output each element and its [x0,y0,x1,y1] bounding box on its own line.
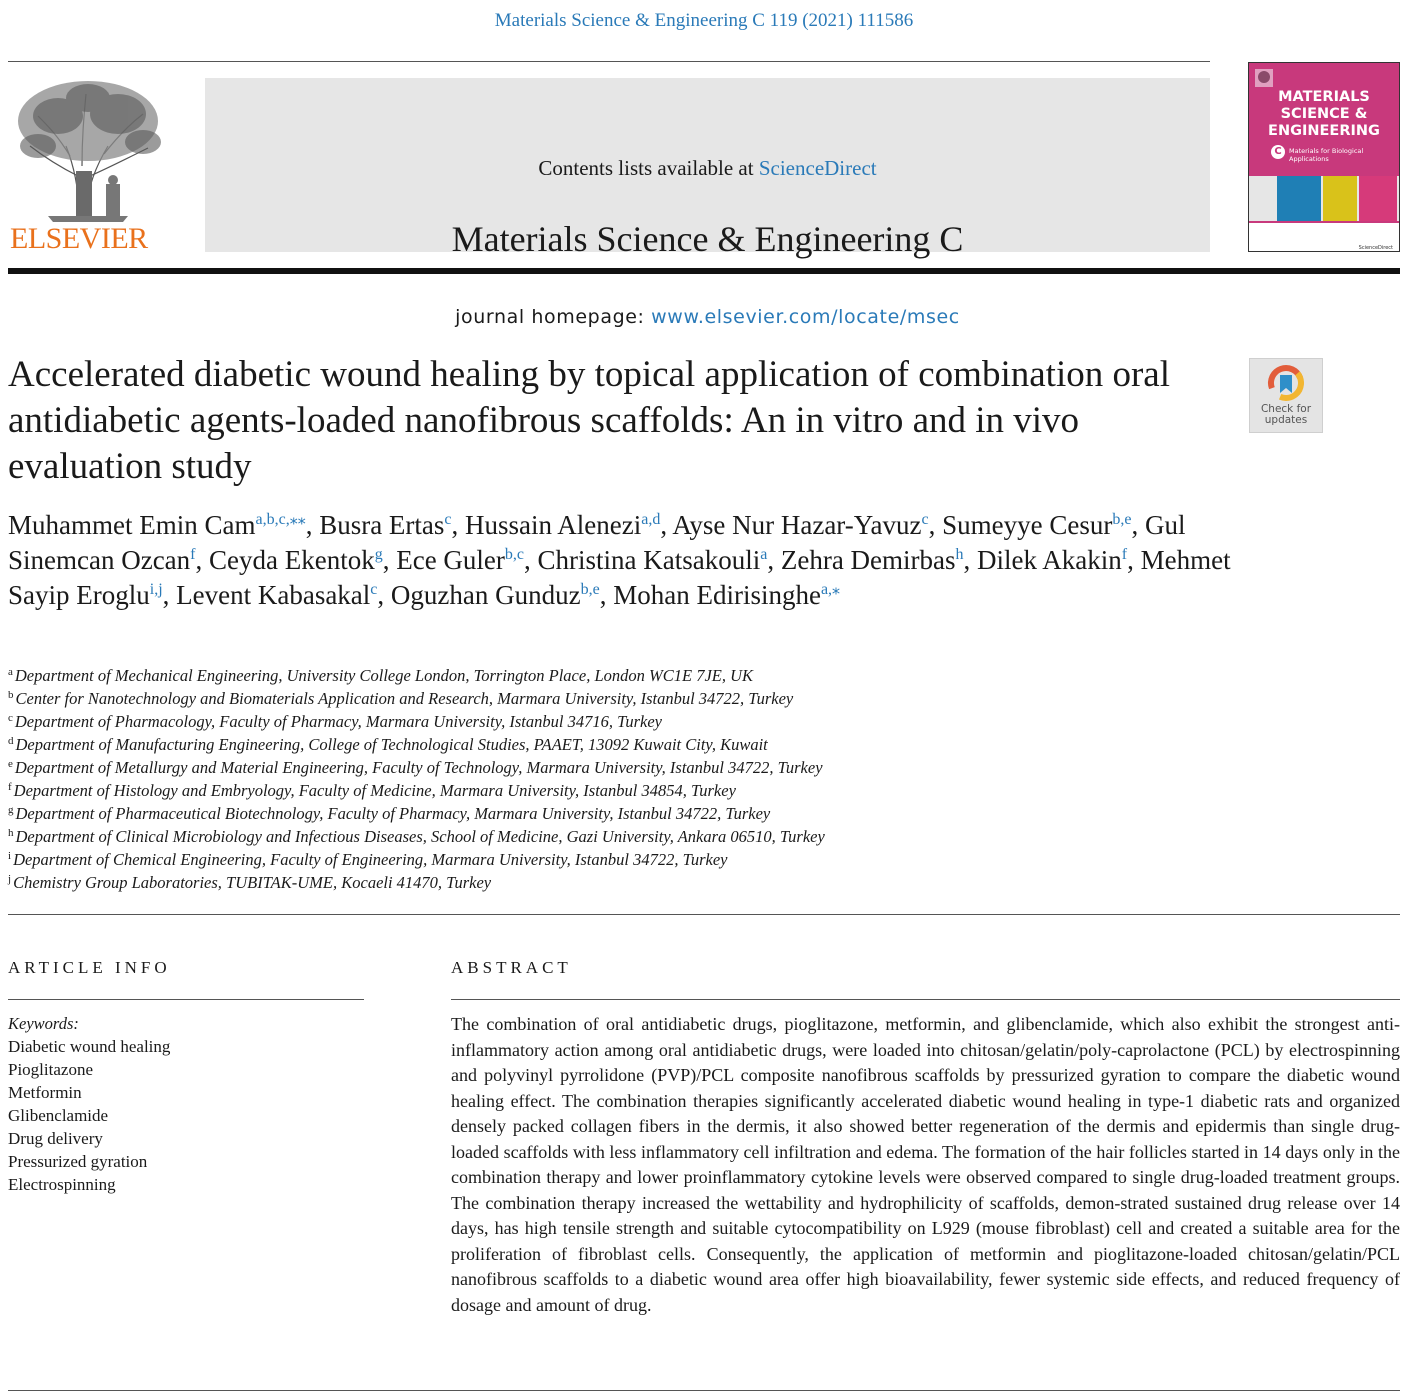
cover-title-line-3: ENGINEERING [1268,123,1380,139]
author-name[interactable]: Christina Katsakouli [537,545,761,575]
journal-cover[interactable] [1248,62,1400,252]
author-name[interactable]: Mohan Edirisinghe [613,580,821,610]
elsevier-wordmark: ELSEVIER [10,222,148,255]
author-affiliation-marks[interactable]: f [190,546,196,563]
author-separator: , [1131,510,1145,540]
author-name[interactable]: Hussain Alenezi [465,510,642,540]
author-name[interactable]: Dilek Akakin [977,545,1122,575]
affiliation-item [8,664,1008,687]
author-separator: , [660,510,673,540]
homepage-prefix: journal homepage: [455,306,652,328]
author-affiliation-marks[interactable]: a,⁎ [820,581,841,598]
author-affiliation-marks[interactable]: a,b,c,⁎⁎ [255,511,306,528]
author-separator: , [928,510,943,540]
affiliation-list [8,664,1008,894]
article-title: Accelerated diabetic wound healing by topical application of combination oral antidiabetic agents-loaded nanofibrous scaffolds: An in vitro and in vivo evaluation study [8,354,1170,487]
affiliation-item [8,848,1008,871]
author-name[interactable]: Mehmet Sayip Eroglu [8,545,1231,610]
affiliation-text: Chemistry Group Laboratories, TUBITAK-UME, Kocaeli 41470, Turkey [13,873,492,892]
affiliation-item [8,871,1008,894]
keyword-item: Electrospinning [8,1175,116,1194]
author-affiliation-marks[interactable]: g [374,546,383,563]
elsevier-mini-logo-icon [1255,69,1273,87]
affiliation-item [8,802,1008,825]
cover-title-line-2: SCIENCE & [1280,106,1368,122]
author-name[interactable]: Sumeyye Cesur [942,510,1113,540]
badge-line-2: updates [1264,414,1308,426]
author-affiliation-marks[interactable]: c [444,511,452,528]
affiliation-key: e [8,758,13,770]
affiliation-key: g [8,804,14,816]
cover-title-line-1: MATERIALS [1278,89,1370,105]
author-name[interactable]: Ece Guler [396,545,505,575]
article-info-heading: ARTICLE INFO [8,958,171,977]
affiliation-text: Department of Histology and Embryology, Faculty of Medicine, Marmara University, Istanbul 34854, Turkey [13,781,736,800]
contents-prefix: Contents lists available at [538,156,759,180]
author-separator: , [599,580,614,610]
journal-title: Materials Science & Engineering C [451,219,964,259]
badge-line-1: Check for [1260,403,1312,415]
keywords-list [8,1035,170,1196]
affiliation-text: Department of Mechanical Engineering, University College London, Torrington Place, London WC1E 7JE, UK [14,666,754,685]
author-affiliation-marks[interactable]: h [955,546,964,563]
author-affiliation-marks[interactable]: c [921,511,929,528]
affiliation-item [8,687,1008,710]
keyword-item: Pioglitazone [8,1060,93,1079]
sciencedirect-link[interactable]: ScienceDirect [758,156,877,180]
homepage-line [205,306,1210,328]
affiliation-item [8,825,1008,848]
keyword-item: Metformin [8,1083,82,1102]
author-affiliation-marks[interactable]: f [1121,546,1128,563]
keyword-item: Pressurized gyration [8,1152,148,1171]
author-separator: , [162,580,177,610]
author-separator: , [451,510,466,540]
author-affiliation-marks[interactable]: a [760,546,768,563]
author-affiliation-marks[interactable]: i,j [149,581,163,598]
author-separator: , [377,580,391,610]
author-separator: , [1127,545,1141,575]
author-list [8,508,1238,613]
affiliation-text: Department of Pharmacology, Faculty of Pharmacy, Marmara University, Istanbul 34716, Turkey [14,712,662,731]
author-separator: , [305,510,320,540]
contents-line [205,156,1210,181]
abstract-heading: ABSTRACT [451,958,572,977]
cover-footer-text: ScienceDirect [1358,245,1393,251]
bottom-rule [8,1390,1400,1391]
affiliation-item [8,733,1008,756]
journal-citation[interactable]: Materials Science & Engineering C 119 (2021) 111586 [494,10,914,31]
author-name[interactable]: Zehra Demirbas [780,545,956,575]
affiliation-key: h [8,827,14,839]
affiliation-text: Department of Manufacturing Engineering, College of Technological Studies, PAAET, 13092 Kuwait City, Kuwait [15,735,768,754]
check-for-updates-label [1250,404,1322,426]
abstract-text: The combination of oral antidiabetic drugs, pioglitazone, metformin, and glibenclamide, which also exhibit the strongest anti-inflammatory action among oral antidiabetic drugs, were loaded into chitosan/gelatin/poly-caprolactone (PCL) by electrospinning and polyvinyl pyrrolidone (PVP)/PCL composite nanofibrous scaffolds by pressurized gyration to compare the diabetic wound healing effect. The combination therapies significantly accelerated diabetic wound healing in type-1 diabetic rats and organized densely packed collagen fibers in the dermis, it also showed better regeneration of the dermis and epidermis than single drug-loaded scaffolds with less inflammatory cell infiltration and edema. The formation of the hair follicles started in 14 days only in the combination therapy and lower proinflammatory cytokine levels were observed compared to single drug-loaded treatment groups. The combination therapy increased the wettability and hydrophilicity of scaffolds, demon-strated sustained drug release over 14 days, has high tensile strength and suitable cytocompatibility on L929 (mouse fibroblast) cell and created a suitable area for the proliferation of fibroblast cells. Consequently, the application of metformin and pioglitazone-loaded chitosan/gelatin/PCL nanofibrous scaffolds to a diabetic wound area offer high bioavailability, fewer systemic side effects, and reduced frequency of dosage and amount of drug. [451,1014,1400,1315]
author-affiliation-marks[interactable]: b,e [1112,511,1132,528]
affiliation-key: a [8,666,13,678]
keyword-item: Diabetic wound healing [8,1037,171,1056]
affiliation-item [8,779,1008,802]
journal-banner [205,78,1210,328]
author-name[interactable]: Muhammet Emin Cam [8,510,256,540]
cover-subtitle: Materials for Biological Applications [1289,147,1364,163]
cover-letter-badge: C [1271,145,1285,159]
author-separator: , [524,545,538,575]
affiliation-key: j [8,873,12,885]
author-name[interactable]: Levent Kabasakal [176,580,371,610]
author-separator: , [382,545,397,575]
affiliation-item [8,756,1008,779]
affiliation-text: Department of Chemical Engineering, Faculty of Engineering, Marmara University, Istanbul 34722, Turkey [13,850,728,869]
header-thick-rule [8,268,1400,274]
article-info-rule [8,999,364,1000]
author-name[interactable]: Ceyda Ekentok [209,545,375,575]
check-for-updates-badge[interactable] [1249,358,1323,433]
author-separator: , [767,545,781,575]
affiliation-text: Department of Clinical Microbiology and Infectious Diseases, School of Medicine, Gazi University, Ankara 06510, Turkey [15,827,825,846]
author-affiliation-marks[interactable]: b,c [504,546,525,563]
author-affiliation-marks[interactable]: b,e [580,581,600,598]
affiliation-text: Center for Nanotechnology and Biomaterials Application and Research, Marmara University, Istanbul 34722, Turkey [15,689,794,708]
keyword-item: Glibenclamide [8,1106,109,1125]
keywords-label: Keywords: [8,1014,79,1033]
author-affiliation-marks[interactable]: a,d [641,511,661,528]
homepage-link[interactable]: www.elsevier.com/locate/msec [651,306,960,328]
author-name[interactable]: Oguzhan Gunduz [390,580,581,610]
author-name[interactable]: Gul Sinemcan Ozcan [8,510,1186,575]
affiliation-item [8,710,1008,733]
affiliation-key: d [8,735,14,747]
section-rule [8,914,1400,915]
affiliation-key: c [8,712,13,724]
cover-image-yellow [1323,176,1357,221]
author-separator: , [195,545,209,575]
author-separator: , [963,545,978,575]
cover-title [1249,89,1399,140]
author-affiliation-marks[interactable]: c [370,581,378,598]
affiliation-key: b [8,689,14,701]
affiliation-text: Department of Pharmaceutical Biotechnology, Faculty of Pharmacy, Marmara University, Istanbul 34722, Turkey [15,804,771,823]
affiliation-key: i [8,850,12,862]
affiliation-text: Department of Metallurgy and Material Engineering, Faculty of Technology, Marmara University, Istanbul 34722, Turkey [14,758,823,777]
header-rule [8,61,1210,62]
cover-image-pink [1359,176,1397,221]
abstract-rule [451,999,1400,1000]
check-for-updates-icon [1266,363,1306,403]
keyword-item: Drug delivery [8,1129,103,1148]
author-name[interactable]: Ayse Nur Hazar-Yavuz [672,510,922,540]
author-name[interactable]: Busra Ertas [319,510,445,540]
affiliation-key: f [8,781,12,793]
cover-image-blue [1277,176,1321,221]
